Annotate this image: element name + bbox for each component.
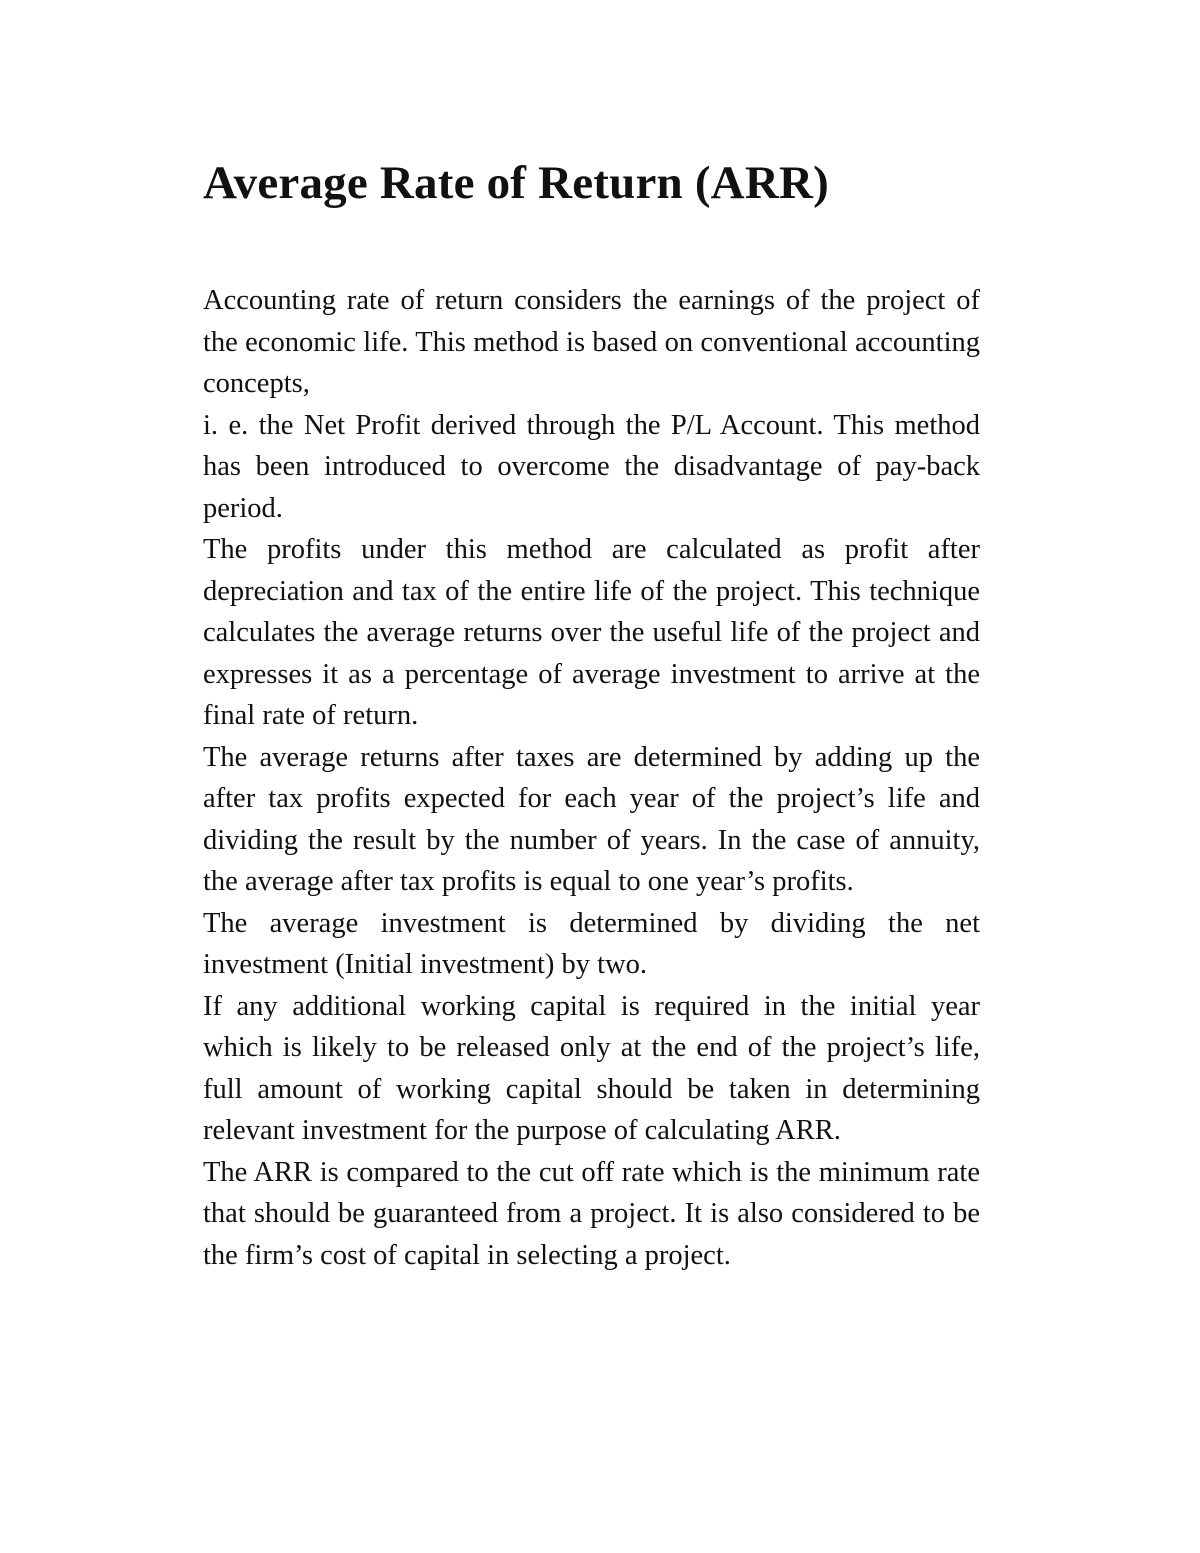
paragraph-cut-off-rate: The ARR is compared to the cut off rate which is the minimum rate that should be guaranteed from a project. It is also considered to be the firm’s cost of capital in selecting a project. [203, 1156, 980, 1271]
paragraph-net-profit: i. e. the Net Profit derived through the P/L Account. This method has been introduced to overcome the disadvantage of pay-back period. [203, 409, 980, 524]
paragraph-working-capital: If any additional working capital is required in the initial year which is likely to be released only at the end of the project’s life, full amount of working capital should be taken in determining relevant investment for the purpose of calculating ARR. [203, 990, 980, 1146]
document-content [203, 150, 980, 1276]
paragraph-profit-calculation: The profits under this method are calculated as profit after depreciation and tax of the entire life of the project. This technique calculates the average returns over the useful life of the project and expresses it as a percentage of average investment to arrive at the final rate of return. [203, 534, 980, 731]
paragraph-average-investment: The average investment is determined by dividing the net investment (Initial investment) by two. [203, 907, 980, 980]
document-body [203, 280, 980, 1276]
document-title: Average Rate of Return (ARR) [203, 157, 829, 209]
paragraph-average-returns: The average returns after taxes are determined by adding up the after tax profits expected for each year of the project’s life and dividing the result by the number of years. In the case of annuity, the average after tax profits is equal to one year’s profits. [203, 741, 980, 897]
paragraph-arr-definition: Accounting rate of return considers the earnings of the project of the economic life. This method is based on conventional accounting concepts, [203, 285, 980, 399]
